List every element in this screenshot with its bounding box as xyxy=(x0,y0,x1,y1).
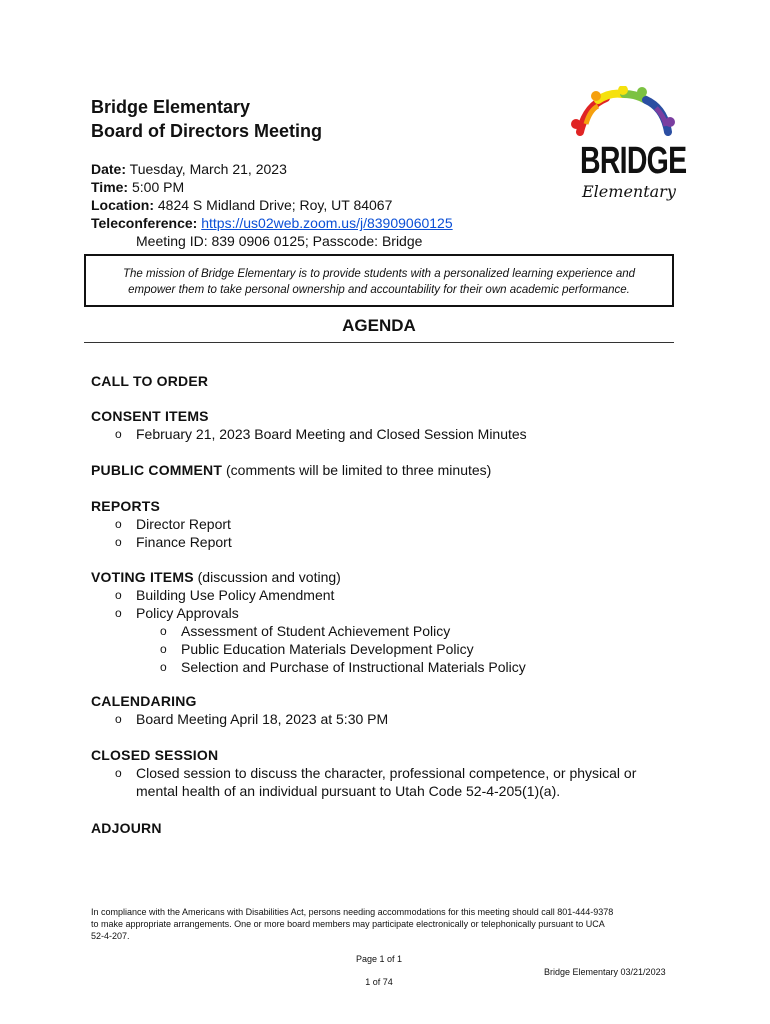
ada-line: to make appropriate arrangements. One or more board members may participate electronically or telephonically pursuant to UCA xyxy=(91,919,605,929)
packet-page-number: 1 of 74 xyxy=(365,977,393,987)
section-heading: REPORTS xyxy=(91,498,161,514)
mission-line: The mission of Bridge Elementary is to provide students with a personalized learning experience and xyxy=(122,268,636,280)
section-heading: PUBLIC COMMENT xyxy=(91,462,223,478)
list-item: o Selection and Purchase of Instructional Materials Policy xyxy=(91,658,691,676)
date-value: Tuesday, March 21, 2023 xyxy=(129,161,287,177)
list-item xyxy=(91,764,691,800)
voting-items xyxy=(91,568,691,676)
closed-line: mental health of an individual pursuant to Utah Code 52-4-205(1)(a). xyxy=(136,783,561,799)
section-note: (discussion and voting) xyxy=(193,569,341,585)
list-item: o Assessment of Student Achievement Policy xyxy=(91,622,691,640)
divider xyxy=(84,342,674,343)
date-label: Date: xyxy=(91,161,127,177)
section-heading: CONSENT ITEMS xyxy=(91,408,209,424)
logo-wordmark: BRIDGE xyxy=(580,140,687,182)
list-item: o Building Use Policy Amendment xyxy=(91,586,691,604)
list-item: o Finance Report xyxy=(91,533,691,551)
location-label: Location: xyxy=(91,197,154,213)
time-value: 5:00 PM xyxy=(131,179,185,195)
section-heading: CALL TO ORDER xyxy=(91,373,209,389)
list-item: o February 21, 2023 Board Meeting and Closed Session Minutes xyxy=(91,425,691,443)
ada-line: 52-4-207. xyxy=(91,931,130,941)
consent-items xyxy=(91,407,691,443)
closed-session xyxy=(91,746,691,800)
list-item: o Public Education Materials Development Policy xyxy=(91,640,691,658)
adjourn xyxy=(91,819,691,837)
time-label: Time: xyxy=(91,179,129,195)
section-heading: VOTING ITEMS xyxy=(91,569,194,585)
list-item: o Policy Approvals xyxy=(91,604,691,622)
reports xyxy=(91,497,691,551)
teleconference-label: Teleconference: xyxy=(91,215,198,231)
document-title xyxy=(91,95,322,143)
meeting-name: Board of Directors Meeting xyxy=(91,121,323,141)
list-item: o Board Meeting April 18, 2023 at 5:30 PM xyxy=(91,710,691,728)
ada-notice xyxy=(91,906,681,942)
section-heading: CLOSED SESSION xyxy=(91,747,219,763)
agenda-title: AGENDA xyxy=(342,316,416,335)
meeting-details xyxy=(91,160,453,250)
mission-line: empower them to take personal ownership and accountability for their own academic performance. xyxy=(128,284,630,296)
zoom-link[interactable]: https://us02web.zoom.us/j/83909060125 xyxy=(201,215,453,231)
list-item: o Director Report xyxy=(91,515,691,533)
call-to-order xyxy=(91,372,691,390)
bridge-logo xyxy=(568,86,687,206)
location-value: 4824 S Midland Drive; Roy, UT 84067 xyxy=(157,197,393,213)
ada-line: In compliance with the Americans with Disabilities Act, persons needing accommodations for this meeting should call 801-444-9378 xyxy=(91,907,614,917)
section-heading: ADJOURN xyxy=(91,820,162,836)
calendaring xyxy=(91,692,691,728)
mission-statement xyxy=(84,254,674,307)
section-heading: CALENDARING xyxy=(91,693,197,709)
document-reference: Bridge Elementary 03/21/2023 xyxy=(544,967,666,977)
meeting-id: Meeting ID: 839 0906 0125; Passcode: Bridge xyxy=(136,233,423,249)
public-comment xyxy=(91,461,691,479)
school-name: Bridge Elementary xyxy=(91,97,251,117)
logo-script: Elementary xyxy=(582,182,676,201)
section-note: (comments will be limited to three minutes) xyxy=(222,462,492,478)
page-number: Page 1 of 1 xyxy=(355,954,403,964)
closed-line: o Closed session to discuss the character, professional competence, or physical or xyxy=(136,765,637,781)
